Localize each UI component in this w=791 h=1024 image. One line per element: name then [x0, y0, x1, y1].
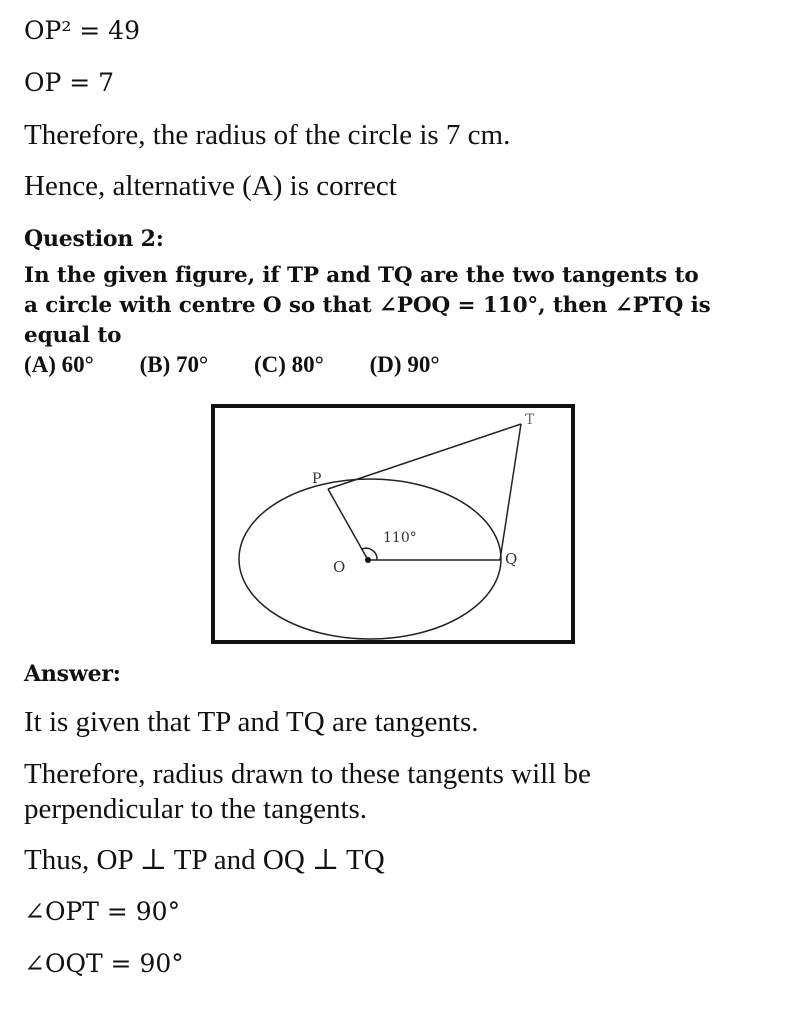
equation-op-squared: OP² = 49	[24, 16, 140, 45]
perpendicular-statement: Thus, OP ⊥ TP and OQ ⊥ TQ	[24, 844, 385, 876]
angle-label: 110°	[383, 530, 417, 546]
answer-heading: Answer:	[24, 661, 121, 687]
label-t: T	[525, 412, 535, 428]
equation-opt: ∠OPT = 90°	[24, 897, 181, 926]
label-q: Q	[505, 550, 518, 568]
question-line-3: equal to	[24, 323, 122, 348]
correct-alternative: Hence, alternative (A) is correct	[24, 170, 397, 202]
tangent-circle-figure	[211, 404, 575, 644]
label-p: P	[312, 471, 322, 487]
option-a: (A) 60°	[24, 352, 94, 377]
option-d: (D) 90°	[369, 352, 440, 377]
equation-oqt: ∠OQT = 90°	[24, 949, 184, 978]
question-line-1: In the given figure, if TP and TQ are the two tangents to	[24, 263, 699, 288]
answer-line-1: It is given that TP and TQ are tangents.	[24, 706, 479, 738]
question-heading: Question 2:	[24, 226, 164, 252]
option-b: (B) 70°	[139, 352, 209, 377]
option-c: (C) 80°	[254, 352, 324, 377]
radius-conclusion: Therefore, the radius of the circle is 7 cm.	[24, 119, 511, 151]
equation-op: OP = 7	[24, 68, 115, 97]
answer-line-3: perpendicular to the tangents.	[24, 793, 368, 825]
centre-dot	[365, 557, 371, 563]
question-line-2: a circle with centre O so that ∠POQ = 110°, then ∠PTQ is	[24, 293, 711, 318]
answer-line-2: Therefore, radius drawn to these tangents will be	[24, 758, 591, 790]
answer-options	[24, 350, 480, 380]
label-o: O	[333, 558, 346, 576]
